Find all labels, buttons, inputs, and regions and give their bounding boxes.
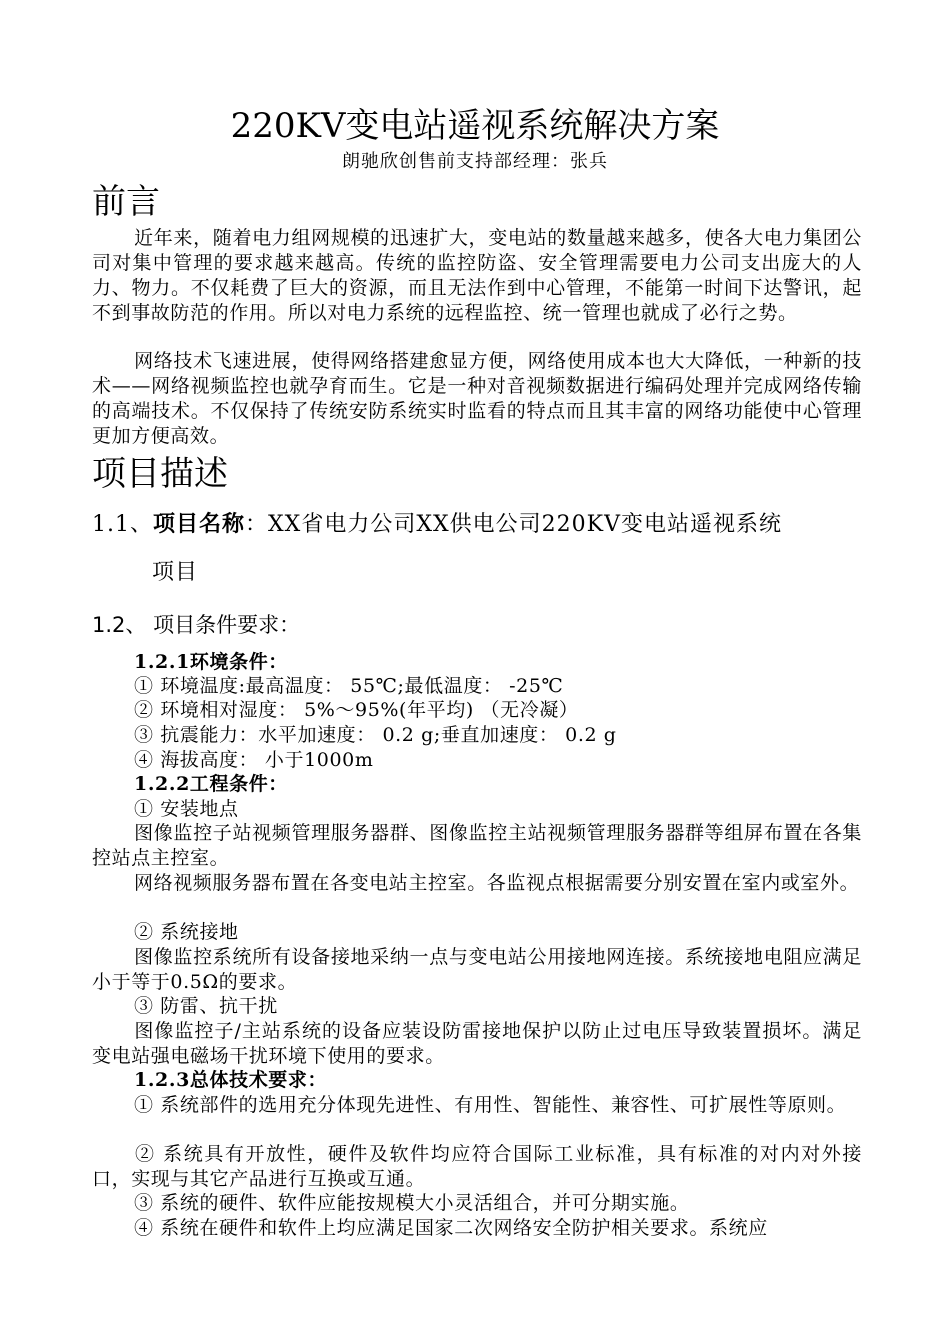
preface-paragraph-1-text: 近年来，随着电力组网规模的迅速扩大，变电站的数量越来越多，使各大电力集团公司对集中管理的要求越来越高。传统的监控防盗、安全管理需要电力公司支出庞大的人力、物力。不仅耗费了巨大的资源，而且无法作到中心管理，不能第一时间下达警讯，起不到事故防范的作用。所以对电力系统的远程监控、统一管理也就成了必行之势。	[92, 227, 862, 324]
environment-item-1: ① 环境温度:最高温度： 55℃;最低温度： -25℃	[134, 675, 564, 697]
technical-heading: 1.2.3总体技术要求：	[134, 1069, 328, 1091]
technical-item-2	[92, 1142, 862, 1192]
environment-item-3: ③ 抗震能力：水平加速度： 0.2 g;垂直加速度： 0.2 g	[134, 724, 617, 746]
requirements-heading: 1.2、 项目条件要求：	[92, 613, 301, 637]
project-name-value-continued: 项目	[152, 560, 199, 585]
engineering-item-3-title: ③ 防雷、抗干扰	[134, 995, 278, 1017]
document-title: 220KV变电站遥视系统解决方案	[230, 106, 720, 146]
project-name-value: ：XX省电力公司XX供电公司220KV变电站遥视系统	[245, 512, 782, 537]
engineering-item-2-paragraph	[92, 945, 862, 995]
technical-item-3	[92, 1191, 862, 1216]
technical-item-1-text: ① 系统部件的选用充分体现先进性、有用性、智能性、兼容性、可扩展性等原则。	[134, 1094, 847, 1116]
technical-item-2-text: ② 系统具有开放性，硬件及软件均应符合国际工业标准，具有标准的对内对外接口，实现与其它产品进行互换或互通。	[92, 1143, 862, 1190]
preface-paragraph-1	[92, 226, 862, 326]
engineering-item-1-title: ① 安装地点	[134, 798, 239, 820]
project-heading: 项目描述	[92, 454, 228, 494]
preface-heading: 前言	[92, 182, 160, 222]
technical-item-4	[92, 1216, 862, 1241]
project-name-line	[92, 509, 782, 540]
preface-paragraph-2	[92, 349, 862, 449]
environment-heading: 1.2.1环境条件：	[134, 651, 288, 673]
engineering-item-1-paragraph-2-text: 网络视频服务器布置在各变电站主控室。各监视点根据需要分别安置在室内或室外。	[134, 872, 860, 894]
engineering-item-2-paragraph-text: 图像监控系统所有设备接地采纳一点与变电站公用接地网连接。系统接地电阻应满足小于等于0.5Ω的要求。	[92, 946, 862, 993]
environment-item-4: ④ 海拔高度： 小于1000m	[134, 749, 374, 771]
technical-item-4-text: ④ 系统在硬件和软件上均应满足国家二次网络安全防护相关要求。系统应	[134, 1217, 768, 1239]
project-name-number: 1.1、	[92, 512, 153, 537]
engineering-item-1-paragraph-1	[92, 821, 862, 871]
engineering-heading: 1.2.2工程条件：	[134, 773, 288, 795]
engineering-item-3-paragraph-text: 图像监控子/主站系统的设备应装设防雷接地保护以防止过电压导致装置损坏。满足变电站强电磁场干扰环境下使用的要求。	[92, 1020, 862, 1067]
technical-item-1	[92, 1093, 862, 1118]
project-name-label: 项目名称	[153, 512, 246, 537]
engineering-item-2-title: ② 系统接地	[134, 921, 239, 943]
environment-item-2: ② 环境相对湿度： 5%～95%(年平均) （无冷凝）	[134, 699, 579, 721]
engineering-item-3-paragraph	[92, 1019, 862, 1069]
technical-item-3-text: ③ 系统的硬件、软件应能按规模大小灵活组合，并可分期实施。	[134, 1192, 690, 1214]
engineering-item-1-paragraph-2	[92, 871, 862, 896]
engineering-item-1-paragraph-1-text: 图像监控子站视频管理服务器群、图像监控主站视频管理服务器群等组屏布置在各集控站点主控室。	[92, 822, 862, 869]
preface-paragraph-2-text: 网络技术飞速进展，使得网络搭建愈显方便，网络使用成本也大大降低，一种新的技术——网络视频监控也就孕育而生。它是一种对音视频数据进行编码处理并完成网络传输的高端技术。不仅保持了传统安防系统实时监看的特点而且其丰富的网络功能使中心管理更加方便高效。	[92, 350, 862, 447]
document-subtitle: 朗驰欣创售前支持部经理：张兵	[342, 151, 608, 172]
